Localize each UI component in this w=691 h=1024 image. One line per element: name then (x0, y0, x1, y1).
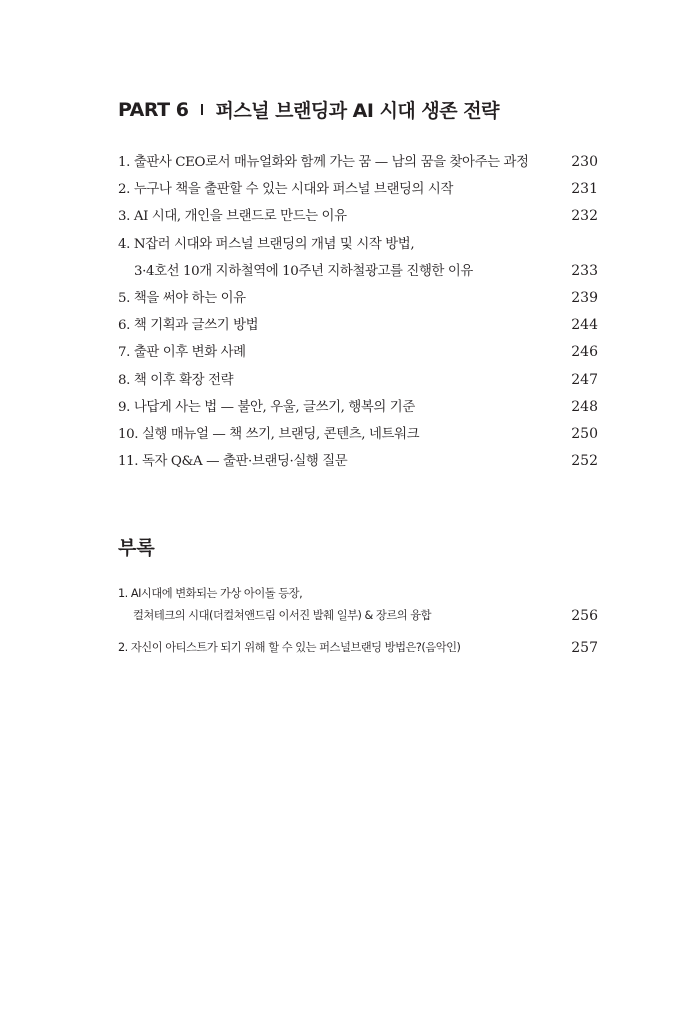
toc-entry-title: 8. 책 이후 확장 전략 (118, 372, 234, 388)
toc-entry-title: 7. 출판 이후 변화 사례 (118, 345, 246, 361)
toc-entry-page: 244 (571, 317, 598, 334)
toc-entry-page: 232 (571, 208, 598, 225)
toc-entry-title: 10. 실행 매뉴얼 — 책 쓰기, 브랜딩, 콘텐츠, 네트워크 (118, 426, 420, 442)
toc-entry-page: 233 (571, 262, 598, 279)
toc-entry-page: 250 (571, 425, 598, 442)
toc-entry-title: 2. 누구나 책을 출판할 수 있는 시대와 퍼스널 브랜딩의 시작 (118, 182, 453, 198)
toc-entry-title: 11. 독자 Q&A — 출판·브랜딩·실행 질문 (118, 454, 348, 470)
part-title: 퍼스널 브랜딩과 AI 시대 생존 전략 (215, 100, 499, 122)
toc-entry-4 (118, 231, 598, 258)
part-label: PART 6 (118, 98, 189, 121)
appendix-entry-title: 1. AI시대에 변화되는 가상 아이돌 등장, (118, 587, 303, 600)
toc-entry-page: 252 (571, 453, 598, 470)
appendix-entry-page: 256 (571, 608, 598, 624)
toc-entry-page: 246 (571, 344, 598, 361)
toc-entry-7 (118, 339, 598, 366)
toc-entry-page: 231 (571, 181, 598, 198)
toc-entry-title: 6. 책 기획과 글쓰기 방법 (118, 318, 259, 334)
appendix-spacer (118, 627, 598, 637)
toc-entry-title: 3·4호선 10개 지하철역에 10주년 지하철광고를 진행한 이유 (134, 263, 473, 279)
toc-entry-1 (118, 149, 598, 176)
toc-list (118, 149, 598, 475)
toc-entry-page: 239 (571, 289, 598, 306)
appendix-entry-title: 컬쳐테크의 시대(더컬쳐앤드림 이서진 발췌 일부) & 장르의 융합 (133, 609, 432, 622)
toc-entry-page: 248 (571, 398, 598, 415)
appendix-heading: 부록 (118, 537, 155, 559)
toc-entry-4-continued (118, 258, 598, 285)
toc-entry-page: 230 (571, 154, 598, 170)
heading-separator (201, 104, 203, 115)
toc-entry-title: 5. 책을 써야 하는 이유 (118, 290, 246, 306)
appendix-entry-title: 2. 자신이 아티스트가 되기 위해 할 수 있는 퍼스널브랜딩 방법은?(음악인) (118, 641, 461, 654)
appendix-entry-1 (118, 583, 598, 605)
toc-entry-9 (118, 394, 598, 421)
toc-entry-title: 3. AI 시대, 개인을 브랜드로 만드는 이유 (118, 209, 347, 225)
toc-entry-11 (118, 448, 598, 475)
toc-entry-8 (118, 367, 598, 394)
appendix-entry-1-continued (118, 605, 598, 627)
toc-entry-title: 4. N잡러 시대와 퍼스널 브랜딩의 개념 및 시작 방법, (118, 236, 415, 252)
toc-entry-10 (118, 421, 598, 448)
toc-entry-title: 1. 출판사 CEO로서 매뉴얼화와 함께 가는 꿈 — 남의 꿈을 찾아주는 과정 (118, 155, 529, 170)
part-heading (118, 96, 499, 123)
toc-entry-page: 247 (571, 371, 598, 388)
toc-entry-5 (118, 285, 598, 312)
appendix-entry-page: 257 (571, 640, 598, 656)
toc-entry-3 (118, 203, 598, 230)
appendix-list (118, 583, 598, 659)
appendix-entry-2 (118, 637, 598, 659)
toc-entry-6 (118, 312, 598, 339)
toc-entry-title: 9. 나답게 사는 법 — 불안, 우울, 글쓰기, 행복의 기준 (118, 399, 415, 415)
toc-entry-2 (118, 176, 598, 203)
